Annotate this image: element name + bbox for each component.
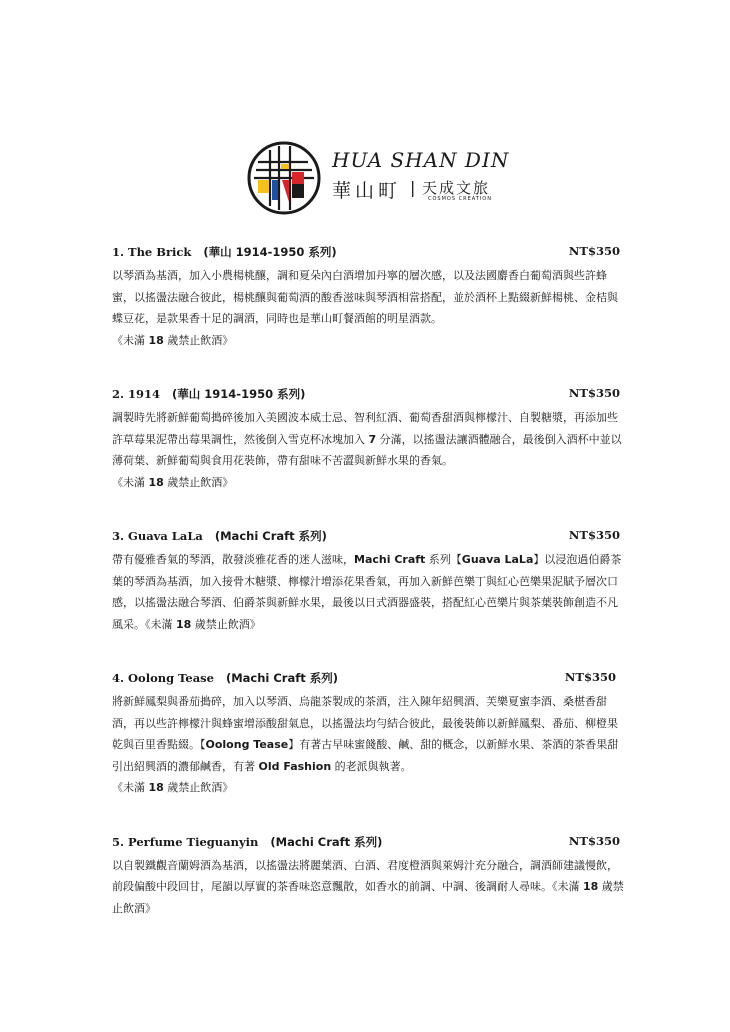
description-text: 分滿，以搖盪法讓酒體融合，最後倒入酒杯中並以薄荷葉、新鮮葡萄與食用花裝飾，帶有甜味不苦澀與新鮮水果的香氣。 xyxy=(112,432,622,467)
brand-name-zh: 華山町 xyxy=(332,180,402,202)
description-text: 《未滿 xyxy=(112,781,149,794)
menu-item-description xyxy=(112,407,624,493)
menu-item-series: (Machi Craft 系列) xyxy=(214,529,327,543)
brand-name-en: HUA SHAN DIN xyxy=(332,148,510,172)
description-text: 《未滿 xyxy=(112,475,149,489)
menu-item-header xyxy=(112,386,624,407)
menu-item-series: (華山 1914-1950 系列) xyxy=(203,245,337,259)
description-emphasis: Guava LaLa xyxy=(461,553,534,566)
description-text: 歲禁止飲酒》 xyxy=(112,880,624,915)
description-text: 】以浸泡過伯爵茶葉的琴酒為基酒，加入接骨木糖漿、檸檬汁增添花果香氣，再加入新鮮芭樂丁與紅心芭樂果泥賦予層次口感，以搖盪法融合琴酒、伯爵茶與新鮮水果，最後以日式酒器盛裝，搭配紅心芭樂片與茶葉裝飾創造不凡風采。《未滿 xyxy=(112,553,622,631)
description-text: 】有著古早味蜜餞酸、鹹、甜的概念，以新鮮水果、茶酒的茶香果甜引出紹興酒的濃郁鹹香，有著 xyxy=(112,738,619,773)
description-emphasis: 7 xyxy=(368,432,377,446)
menu-item xyxy=(112,834,624,920)
menu-item xyxy=(112,528,624,635)
menu-item-series: (華山 1914-1950 系列) xyxy=(172,387,306,401)
menu-item xyxy=(112,244,624,351)
menu-item-price: NT$350 xyxy=(568,833,620,848)
description-text: 歲禁止飲酒》 xyxy=(163,333,234,347)
menu-item-series: (Machi Craft 系列) xyxy=(270,834,383,849)
brand-separator: | xyxy=(410,178,416,197)
menu-item-price: NT$350 xyxy=(568,386,620,400)
menu-item-header xyxy=(112,834,624,855)
menu-item-description xyxy=(112,691,624,799)
menu-item-price: NT$350 xyxy=(568,244,620,258)
description-emphasis: Old Fashion xyxy=(258,759,332,773)
menu-item-name: 5. Perfume Tieguanyin xyxy=(112,834,259,849)
menu-item xyxy=(112,670,624,799)
description-text: 歲禁止飲酒》 xyxy=(191,617,261,631)
description-text: 系列【 xyxy=(425,553,462,566)
description-text: 調製時先將新鮮葡萄搗碎後加入美國波本威士忌、智利紅酒、葡萄香甜酒與檸檬汁、自製糖漿，再添加些許草莓果泥帶出莓果調性，然後倒入雪克杯冰塊加入 xyxy=(112,411,618,446)
menu-item xyxy=(112,386,624,493)
description-emphasis: 18 xyxy=(148,333,164,347)
menu-item-header xyxy=(112,244,624,265)
menu-item-description xyxy=(112,265,624,351)
menu-item-description xyxy=(112,855,624,920)
description-text: 《未滿 xyxy=(112,333,149,347)
menu-item-price: NT$350 xyxy=(568,528,620,542)
menu-item-header xyxy=(112,670,624,691)
description-text: 的老派與執著。 xyxy=(331,759,412,773)
brand-partner-zh: 天成文旅 xyxy=(422,179,491,197)
menu-item-price: NT$350 xyxy=(564,670,616,684)
description-emphasis: Machi Craft xyxy=(354,553,426,566)
brand-logo xyxy=(246,140,510,216)
menu-item-name: 3. Guava LaLa xyxy=(112,529,203,543)
hua-shan-din-logo-icon xyxy=(246,140,322,216)
description-text: 歲禁止飲酒》 xyxy=(163,781,234,794)
menu-item-name: 1. The Brick xyxy=(112,245,192,259)
description-text: 以琴酒為基酒，加入小農楊桃釀，調和夏朵內白酒增加丹寧的層次感，以及法國麝香白葡萄酒與些許蜂蜜，以搖盪法融合彼此，楊桃釀與葡萄酒的酸香滋味與琴酒相當搭配，並於酒杯上點綴新鮮楊桃、金桔與蝶豆花，是款果香十足的調酒，同時也是華山町餐酒館的明星酒款。 xyxy=(112,269,618,325)
menu-item-name: 4. Oolong Tease xyxy=(112,671,214,685)
description-emphasis: 18 xyxy=(176,617,192,631)
description-text: 歲禁止飲酒》 xyxy=(163,475,234,489)
description-emphasis: 18 xyxy=(148,475,164,489)
description-text: 帶有優雅香氣的琴酒，散發淡雅花香的迷人滋味， xyxy=(112,553,354,566)
description-emphasis: 18 xyxy=(148,781,164,794)
description-emphasis: Oolong Tease xyxy=(205,738,289,751)
menu-item-header xyxy=(112,528,624,549)
menu-item-series: (Machi Craft 系列) xyxy=(225,671,338,685)
description-text: 以自製鐵觀音蘭姆酒為基酒，以搖盪法將麗葉酒、白酒、君度橙酒與萊姆汁充分融合，調酒師建議慢飲，前段偏酸中段回甘，尾韻以厚實的茶香味恣意飄散，如香水的前調、中調、後調耐人尋味。《未滿 xyxy=(112,858,618,893)
brand-partner-en: COSMOS CREATION xyxy=(428,196,492,202)
description-text: 將新鮮鳳梨與番茄搗碎，加入以琴酒、烏龍茶製成的茶酒，注入陳年紹興酒、芙樂夏蜜李酒、桑椹香甜酒，再以些許檸檬汁與蜂蜜增添酸甜氣息，以搖盪法均勻結合彼此，最後裝飾以新鮮鳳梨、番茄、柳橙果乾與百里香點綴。【 xyxy=(112,695,618,751)
cocktail-menu xyxy=(112,244,624,954)
description-emphasis: 18 xyxy=(583,880,599,893)
menu-item-name: 2. 1914 xyxy=(112,387,161,401)
menu-item-description xyxy=(112,549,624,635)
